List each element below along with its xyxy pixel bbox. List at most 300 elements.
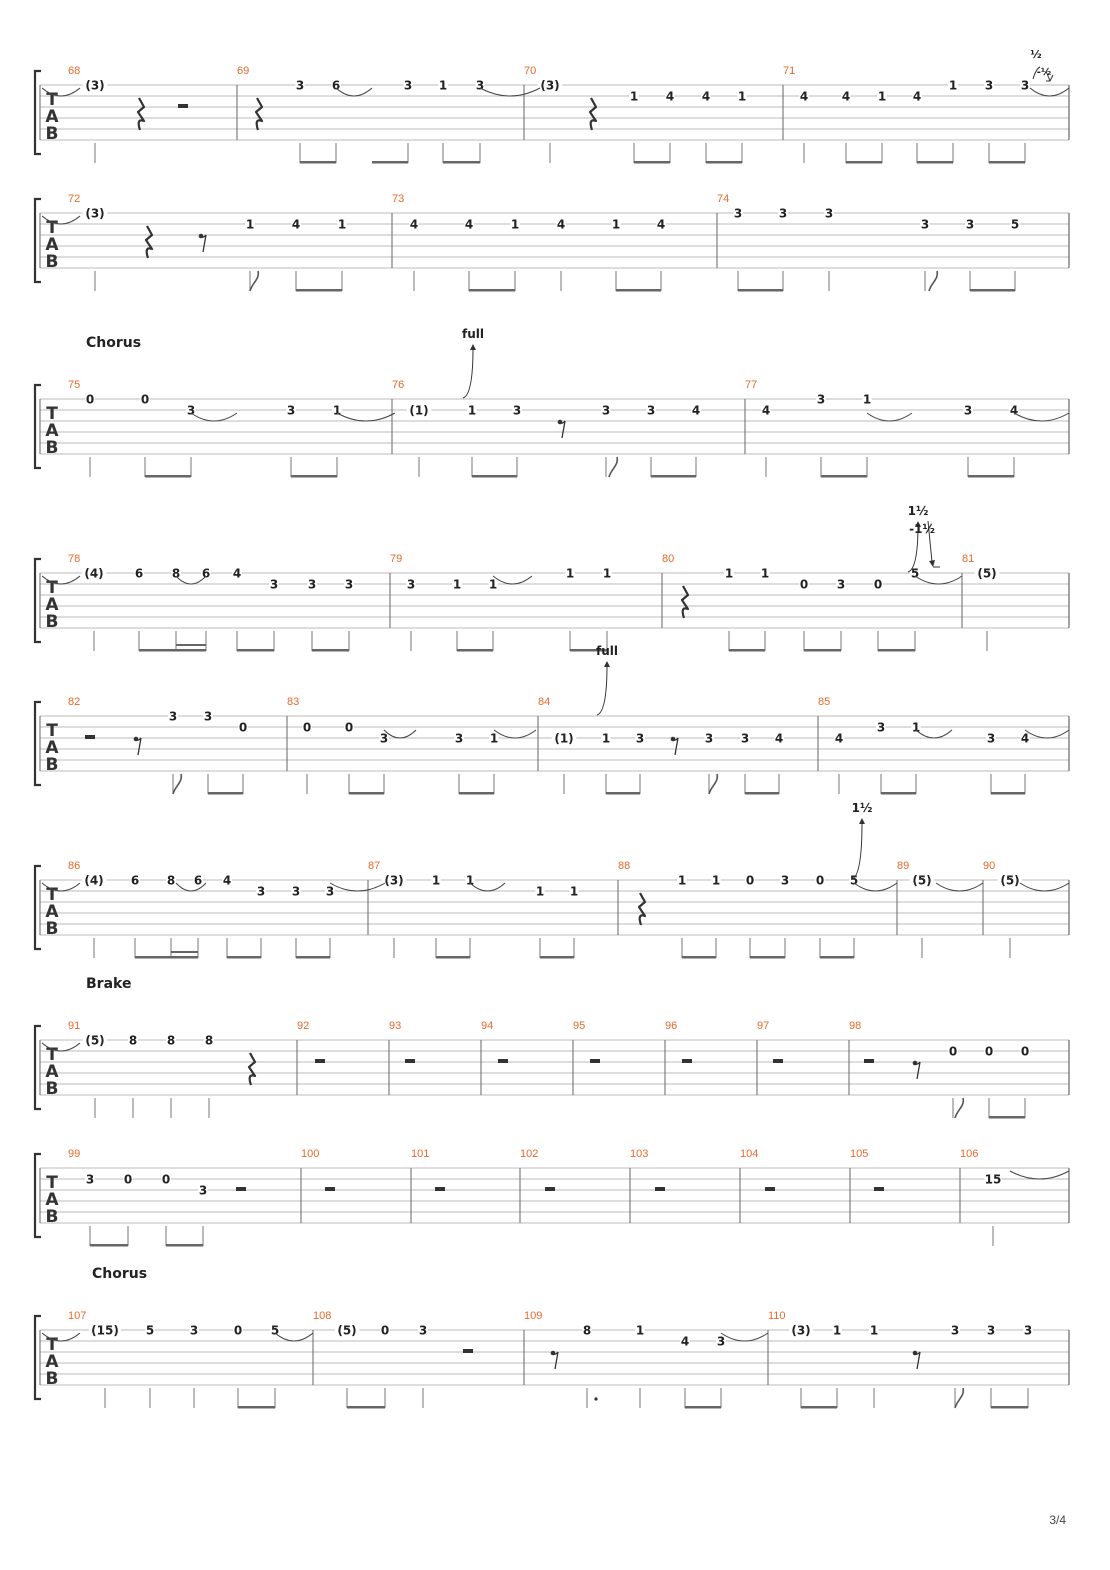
tab-clef-letter: B bbox=[45, 438, 59, 458]
tie bbox=[1025, 730, 1069, 738]
measure-number: 74 bbox=[717, 193, 730, 205]
fret-number: 8 bbox=[166, 873, 176, 888]
fret-number: 0 bbox=[799, 577, 809, 592]
measure-number: 78 bbox=[68, 553, 81, 565]
eighth-rest bbox=[552, 1352, 558, 1369]
beam bbox=[991, 792, 1025, 795]
fret-number: 3 bbox=[1023, 1323, 1033, 1338]
eighth-flag bbox=[955, 1098, 963, 1118]
staff-system bbox=[35, 1148, 1069, 1247]
beam bbox=[989, 161, 1025, 164]
beam bbox=[296, 956, 330, 959]
measure-number: 97 bbox=[757, 1020, 770, 1032]
bend-label: 1½ bbox=[907, 504, 929, 518]
fret-number: 5 bbox=[849, 873, 859, 888]
staff-system bbox=[35, 504, 1069, 652]
staff-system bbox=[35, 327, 1069, 478]
half-rest bbox=[178, 104, 188, 108]
measure-number: 90 bbox=[983, 860, 996, 872]
eighth-flag bbox=[173, 774, 181, 794]
beam bbox=[801, 1406, 837, 1409]
fret-number: 4 bbox=[222, 873, 232, 888]
measure-number: 103 bbox=[630, 1148, 649, 1160]
measure-number: 109 bbox=[524, 1310, 543, 1322]
fret-number: 1 bbox=[629, 89, 639, 104]
fret-number: 3 bbox=[403, 78, 413, 93]
staff-system bbox=[35, 48, 1069, 164]
fret-number: 6 bbox=[331, 78, 341, 93]
bend-arrowhead bbox=[470, 344, 476, 350]
fret-number: 1 bbox=[332, 403, 342, 418]
fret-number: 4 bbox=[291, 217, 301, 232]
fret-number: 3 bbox=[635, 731, 645, 746]
fret-number: 0 bbox=[344, 720, 354, 735]
fret-number: 1 bbox=[245, 217, 255, 232]
quarter-rest bbox=[639, 893, 645, 925]
fret-number: 3 bbox=[286, 403, 296, 418]
tab-clef-letter: T bbox=[46, 721, 58, 741]
fret-number: 4 bbox=[556, 217, 566, 232]
fret-number: (4) bbox=[84, 566, 104, 581]
tie bbox=[384, 730, 416, 738]
bend-label: full bbox=[596, 644, 618, 658]
tab-clef-letter: A bbox=[45, 1062, 59, 1082]
fret-number: 4 bbox=[912, 89, 922, 104]
tie bbox=[936, 883, 983, 891]
staff-system bbox=[35, 644, 1069, 795]
measure-number: 94 bbox=[481, 1020, 494, 1032]
fret-number: 0 bbox=[123, 1172, 133, 1187]
fret-number: 4 bbox=[834, 731, 844, 746]
tab-clef-letter: T bbox=[46, 404, 58, 424]
fret-number: 3 bbox=[780, 873, 790, 888]
quarter-rest bbox=[138, 98, 144, 130]
page-number: 3/4 bbox=[1049, 1513, 1066, 1527]
tie bbox=[854, 883, 897, 891]
tie bbox=[330, 883, 385, 891]
beam bbox=[989, 1116, 1025, 1119]
tab-clef-letter: B bbox=[45, 612, 59, 632]
fret-number: (3) bbox=[540, 78, 560, 93]
tab-clef-letter: A bbox=[45, 235, 59, 255]
fret-number: 5 bbox=[910, 566, 920, 581]
eighth-rest bbox=[914, 1352, 920, 1369]
fret-number: 3 bbox=[950, 1323, 960, 1338]
eighth-rest bbox=[200, 235, 206, 252]
measure-number: 84 bbox=[538, 696, 551, 708]
quarter-rest bbox=[590, 98, 596, 130]
staff-system bbox=[35, 976, 1069, 1119]
measure-number: 110 bbox=[768, 1310, 786, 1322]
fret-number: 1 bbox=[724, 566, 734, 581]
fret-number: 1 bbox=[602, 566, 612, 581]
beam bbox=[685, 1406, 721, 1409]
beam bbox=[881, 792, 916, 795]
fret-number: 3 bbox=[454, 731, 464, 746]
measure-number: 86 bbox=[68, 860, 81, 872]
half-rest bbox=[325, 1187, 335, 1191]
measure-number: 91 bbox=[68, 1020, 81, 1032]
fret-number: 6 bbox=[201, 566, 211, 581]
tab-clef-letter: B bbox=[45, 919, 59, 939]
fret-number: 3 bbox=[984, 78, 994, 93]
fret-number: 3 bbox=[1020, 78, 1030, 93]
fret-number: 3 bbox=[475, 78, 485, 93]
tie bbox=[1020, 883, 1069, 891]
fret-number: 3 bbox=[963, 403, 973, 418]
fret-number: 1 bbox=[565, 566, 575, 581]
measure-number: 83 bbox=[287, 696, 300, 708]
measure-number: 87 bbox=[368, 860, 381, 872]
fret-number: 3 bbox=[269, 577, 279, 592]
fret-number: 1 bbox=[467, 403, 477, 418]
fret-number: (5) bbox=[977, 566, 997, 581]
quarter-rest bbox=[146, 226, 152, 258]
tie bbox=[494, 730, 536, 738]
beam bbox=[917, 161, 953, 164]
beam bbox=[291, 475, 337, 478]
tie bbox=[1014, 413, 1069, 421]
half-rest bbox=[655, 1187, 665, 1191]
eighth-flag bbox=[955, 1388, 963, 1408]
beam bbox=[820, 956, 854, 959]
tie bbox=[336, 88, 372, 96]
half-rest bbox=[765, 1187, 775, 1191]
tie bbox=[470, 883, 505, 891]
fret-number: 3 bbox=[418, 1323, 428, 1338]
eighth-rest bbox=[672, 738, 678, 755]
fret-number: 3 bbox=[965, 217, 975, 232]
fret-number: 3 bbox=[379, 731, 389, 746]
bend-label: 1½ bbox=[851, 801, 873, 815]
fret-number: 3 bbox=[307, 577, 317, 592]
tie bbox=[191, 413, 237, 421]
bend-arrow bbox=[463, 348, 473, 398]
staff-system bbox=[35, 193, 1069, 292]
fret-number: 3 bbox=[733, 206, 743, 221]
fret-number: 3 bbox=[740, 731, 750, 746]
fret-number: 1 bbox=[611, 217, 621, 232]
fret-number: 6 bbox=[193, 873, 203, 888]
beam bbox=[745, 792, 779, 795]
quarter-rest bbox=[682, 586, 688, 618]
fret-number: 4 bbox=[464, 217, 474, 232]
half-rest bbox=[864, 1059, 874, 1063]
fret-number: 1 bbox=[911, 720, 921, 735]
beam bbox=[139, 649, 206, 652]
half-rest bbox=[236, 1187, 246, 1191]
half-rest bbox=[85, 735, 95, 739]
measure-number: 76 bbox=[392, 379, 405, 391]
fret-number: 3 bbox=[203, 709, 213, 724]
measure-number: 106 bbox=[960, 1148, 979, 1160]
fret-number: (3) bbox=[85, 206, 105, 221]
fret-number: (4) bbox=[84, 873, 104, 888]
tab-clef-letter: A bbox=[45, 902, 59, 922]
half-rest bbox=[498, 1059, 508, 1063]
eighth-rest bbox=[559, 421, 565, 438]
measure-number: 89 bbox=[897, 860, 910, 872]
fret-number: (3) bbox=[791, 1323, 811, 1338]
fret-number: 1 bbox=[737, 89, 747, 104]
half-rest bbox=[435, 1187, 445, 1191]
tab-clef-letter: T bbox=[46, 1173, 58, 1193]
tab-clef-letter: A bbox=[45, 738, 59, 758]
beam bbox=[347, 1406, 385, 1409]
beam bbox=[300, 161, 336, 164]
tab-clef-letter: T bbox=[46, 1335, 58, 1355]
beam bbox=[878, 649, 915, 652]
fret-number: (1) bbox=[409, 403, 429, 418]
eighth-flag bbox=[250, 271, 258, 291]
half-rest bbox=[315, 1059, 325, 1063]
half-rest bbox=[545, 1187, 555, 1191]
beam bbox=[166, 1244, 203, 1247]
tab-clef-letter: T bbox=[46, 1045, 58, 1065]
fret-number: 3 bbox=[920, 217, 930, 232]
fret-number: (5) bbox=[1000, 873, 1020, 888]
fret-number: 0 bbox=[873, 577, 883, 592]
beam bbox=[540, 956, 574, 959]
fret-number: 8 bbox=[582, 1323, 592, 1338]
tie bbox=[916, 730, 952, 738]
measure-number: 99 bbox=[68, 1148, 81, 1160]
fret-number: 3 bbox=[824, 206, 834, 221]
fret-number: 0 bbox=[948, 1044, 958, 1059]
section-label: Brake bbox=[86, 976, 132, 992]
fret-number: 15 bbox=[984, 1172, 1002, 1187]
measure-number: 100 bbox=[301, 1148, 320, 1160]
fret-number: 0 bbox=[161, 1172, 171, 1187]
measure-number: 82 bbox=[68, 696, 81, 708]
fret-number: 3 bbox=[778, 206, 788, 221]
beam bbox=[469, 289, 515, 292]
tie bbox=[493, 576, 532, 584]
measure-number: 73 bbox=[392, 193, 405, 205]
fret-number: 3 bbox=[512, 403, 522, 418]
fret-number: 0 bbox=[815, 873, 825, 888]
eighth-flag bbox=[609, 457, 617, 477]
measure-number: 95 bbox=[573, 1020, 586, 1032]
fret-number: 6 bbox=[130, 873, 140, 888]
beam bbox=[443, 161, 480, 164]
beam bbox=[991, 1406, 1028, 1409]
beam bbox=[616, 289, 661, 292]
fret-number: 3 bbox=[344, 577, 354, 592]
beam bbox=[238, 1406, 275, 1409]
fret-number: 3 bbox=[189, 1323, 199, 1338]
beam bbox=[738, 289, 783, 292]
beam bbox=[846, 161, 882, 164]
fret-number: 3 bbox=[876, 720, 886, 735]
fret-number: 1 bbox=[535, 884, 545, 899]
beam bbox=[145, 475, 191, 478]
measure-number: 79 bbox=[390, 553, 403, 565]
fret-number: 1 bbox=[760, 566, 770, 581]
fret-number: 4 bbox=[665, 89, 675, 104]
fret-number: 4 bbox=[1009, 403, 1019, 418]
fret-number: 4 bbox=[680, 1334, 690, 1349]
fret-number: 4 bbox=[761, 403, 771, 418]
fret-number: (5) bbox=[85, 1033, 105, 1048]
measure-number: 70 bbox=[524, 65, 537, 77]
fret-number: 8 bbox=[166, 1033, 176, 1048]
fret-number: 1 bbox=[877, 89, 887, 104]
fret-number: 3 bbox=[601, 403, 611, 418]
bend-arrowhead bbox=[859, 818, 865, 824]
eighth-rest bbox=[914, 1062, 920, 1079]
fret-number: (1) bbox=[554, 731, 574, 746]
measure-number: 80 bbox=[662, 553, 675, 565]
bend-label: -1½ bbox=[909, 522, 935, 536]
section-label: Chorus bbox=[86, 335, 142, 351]
quarter-rest bbox=[256, 98, 262, 130]
fret-number: 3 bbox=[325, 884, 335, 899]
fret-number: 1 bbox=[488, 577, 498, 592]
fret-number: 3 bbox=[836, 577, 846, 592]
fret-number: 3 bbox=[295, 78, 305, 93]
beam bbox=[651, 475, 696, 478]
half-rest bbox=[682, 1059, 692, 1063]
measure-number: 71 bbox=[783, 65, 796, 77]
half-rest bbox=[405, 1059, 415, 1063]
fret-number: 5 bbox=[145, 1323, 155, 1338]
measure-number: 92 bbox=[297, 1020, 310, 1032]
fret-number: 3 bbox=[186, 403, 196, 418]
tie bbox=[1030, 88, 1069, 96]
tab-clef-letter: B bbox=[45, 1207, 59, 1227]
fret-number: 1 bbox=[869, 1323, 879, 1338]
measure-number: 98 bbox=[849, 1020, 862, 1032]
measure-number: 108 bbox=[313, 1310, 332, 1322]
fret-number: 8 bbox=[171, 566, 181, 581]
fret-number: 0 bbox=[380, 1323, 390, 1338]
beam bbox=[682, 956, 716, 959]
measure-number: 93 bbox=[389, 1020, 402, 1032]
eighth-flag bbox=[709, 774, 717, 794]
fret-number: 1 bbox=[452, 577, 462, 592]
fret-number: 1 bbox=[601, 731, 611, 746]
fret-number: 1 bbox=[510, 217, 520, 232]
tie bbox=[275, 1333, 313, 1341]
tab-clef-letter: B bbox=[45, 1369, 59, 1389]
beam bbox=[372, 161, 408, 164]
beam bbox=[296, 289, 342, 292]
tab-clef-letter: T bbox=[46, 578, 58, 598]
fret-number: 4 bbox=[409, 217, 419, 232]
fret-number: 3 bbox=[986, 731, 996, 746]
fret-number: (5) bbox=[337, 1323, 357, 1338]
measure-number: 72 bbox=[68, 193, 81, 205]
beam-secondary bbox=[171, 951, 199, 953]
beam bbox=[706, 161, 742, 164]
tab-clef-letter: B bbox=[45, 124, 59, 144]
beam bbox=[472, 475, 517, 478]
tab-clef-letter: T bbox=[46, 218, 58, 238]
fret-number: 3 bbox=[85, 1172, 95, 1187]
fret-number: 0 bbox=[745, 873, 755, 888]
fret-number: 0 bbox=[85, 392, 95, 407]
staff-system bbox=[35, 1266, 1069, 1409]
bend-label: full bbox=[462, 327, 484, 341]
fret-number: (15) bbox=[91, 1323, 119, 1338]
beam bbox=[729, 649, 765, 652]
tie bbox=[1010, 1171, 1069, 1179]
fret-number: 1 bbox=[862, 392, 872, 407]
tie bbox=[915, 576, 962, 584]
measure-number: 104 bbox=[740, 1148, 759, 1160]
fret-number: 1 bbox=[569, 884, 579, 899]
fret-number: 4 bbox=[656, 217, 666, 232]
augmentation-dot bbox=[594, 1397, 597, 1400]
beam bbox=[968, 475, 1014, 478]
measure-number: 69 bbox=[237, 65, 250, 77]
fret-number: (3) bbox=[85, 78, 105, 93]
measure-number: 75 bbox=[68, 379, 81, 391]
measure-number: 68 bbox=[68, 65, 81, 77]
fret-number: 4 bbox=[1020, 731, 1030, 746]
measure-number: 101 bbox=[411, 1148, 430, 1160]
measure-number: 96 bbox=[665, 1020, 678, 1032]
beam bbox=[821, 475, 867, 478]
fret-number: 0 bbox=[302, 720, 312, 735]
release-arrowhead bbox=[929, 560, 935, 567]
fret-number: 0 bbox=[140, 392, 150, 407]
half-rest bbox=[590, 1059, 600, 1063]
bend-arrow bbox=[597, 665, 607, 715]
fret-number: 1 bbox=[489, 731, 499, 746]
beam bbox=[750, 956, 785, 959]
fret-number: 3 bbox=[168, 709, 178, 724]
staff-system bbox=[35, 801, 1069, 959]
tie bbox=[721, 1333, 768, 1341]
fret-number: 1 bbox=[337, 217, 347, 232]
measure-number: 77 bbox=[745, 379, 758, 391]
tab-clef-letter: A bbox=[45, 107, 59, 127]
beam-secondary bbox=[177, 644, 207, 646]
tab-clef-letter: B bbox=[45, 252, 59, 272]
fret-number: 4 bbox=[691, 403, 701, 418]
tie bbox=[867, 413, 912, 421]
beam bbox=[135, 956, 198, 959]
fret-number: 8 bbox=[204, 1033, 214, 1048]
half-rest bbox=[773, 1059, 783, 1063]
eighth-rest bbox=[135, 738, 141, 755]
fret-number: (5) bbox=[912, 873, 932, 888]
beam bbox=[312, 649, 349, 652]
beam bbox=[970, 289, 1015, 292]
fret-number: 3 bbox=[716, 1334, 726, 1349]
beam bbox=[459, 792, 494, 795]
fret-number: 1 bbox=[635, 1323, 645, 1338]
tab-clef-letter: A bbox=[45, 421, 59, 441]
measure-number: 85 bbox=[818, 696, 831, 708]
tab-clef-letter: B bbox=[45, 1079, 59, 1099]
beam bbox=[606, 792, 640, 795]
measure-number: 105 bbox=[850, 1148, 869, 1160]
tie bbox=[337, 413, 395, 421]
fret-number: 0 bbox=[233, 1323, 243, 1338]
bend-arrow bbox=[852, 822, 862, 879]
beam bbox=[90, 1244, 128, 1247]
half-rest bbox=[463, 1349, 473, 1353]
fret-number: 3 bbox=[198, 1183, 208, 1198]
measure-number: 107 bbox=[68, 1310, 87, 1322]
tie bbox=[480, 88, 540, 96]
fret-number: 1 bbox=[677, 873, 687, 888]
bend-arrowhead bbox=[604, 661, 610, 667]
fret-number: 4 bbox=[232, 566, 242, 581]
